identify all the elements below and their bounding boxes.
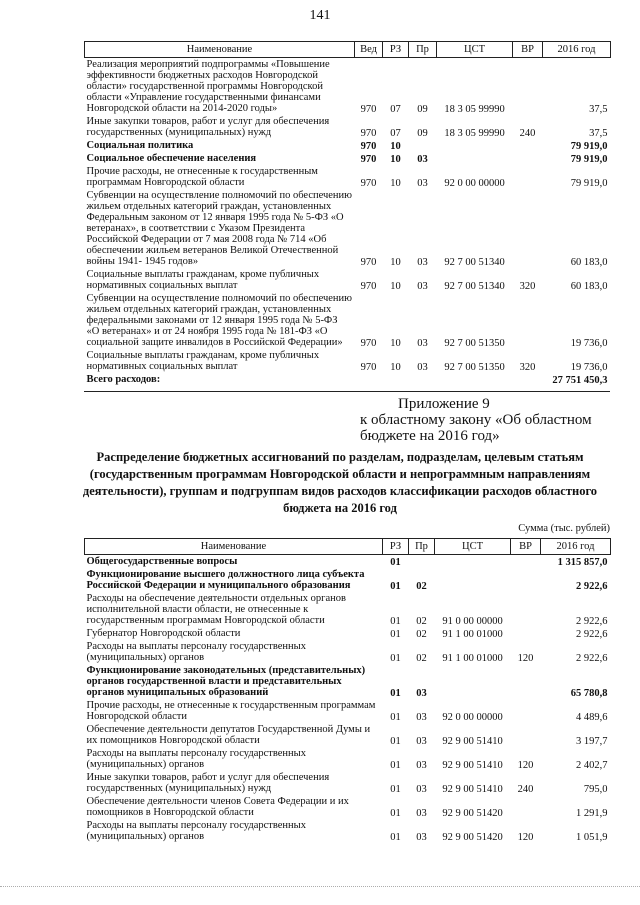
cell-name: Обеспечение деятельности членов Совета Федерации и их помощников в Новгородской области <box>86 796 349 819</box>
table-row <box>85 771 611 795</box>
cell-ved: 970 <box>360 141 377 153</box>
col-header-year: 2016 год <box>543 42 611 58</box>
cell-cst: 92 7 00 51350 <box>444 338 505 350</box>
table1-header-row <box>85 42 611 58</box>
cell-vr <box>513 189 543 268</box>
cell-cst: 92 0 00 00000 <box>444 178 505 190</box>
cell-name: Социальные выплаты гражданам, кроме публичных нормативных социальных выплат <box>86 350 320 373</box>
cell-name: Губернатор Новгородской области <box>86 628 241 640</box>
document-title: Распределение бюджетных ассигнований по разделам, подразделам, целевым статьям (государственным программам Новгородской области и непрограммным направлениям деятельности), группам и подгруппам видов расходов классификации расходов областного бюджета на 2016 год <box>82 450 598 515</box>
cell-cst <box>435 568 511 592</box>
cell-cst: 92 7 00 51350 <box>444 362 505 374</box>
cell-rz: 01 <box>390 653 401 665</box>
cell-ved: 970 <box>360 154 377 166</box>
cell-vr <box>511 795 541 819</box>
cell-pr: 02 <box>416 653 427 665</box>
cell-pr: 03 <box>417 178 428 190</box>
table-row <box>85 640 611 664</box>
cell-sum: 60 183,0 <box>570 257 608 269</box>
table-row <box>85 165 611 189</box>
table-row <box>85 819 611 843</box>
cell-vr <box>513 152 543 165</box>
cell-rz: 01 <box>390 832 401 844</box>
col-header-name: Наименование <box>85 539 383 555</box>
table-row <box>85 152 611 165</box>
cell-sum: 2 922,6 <box>576 629 608 641</box>
cell-cst: 92 7 00 51340 <box>444 257 505 269</box>
cell-cst: 91 0 00 00000 <box>442 616 503 628</box>
cell-rz: 07 <box>390 128 401 140</box>
cell-pr: 09 <box>417 104 428 116</box>
cell-pr: 03 <box>416 760 427 772</box>
cell-ved: 970 <box>360 281 377 293</box>
cell-name: Расходы на выплаты персоналу государственных (муниципальных) органов <box>86 820 306 843</box>
table-row <box>85 115 611 139</box>
cell-pr: 03 <box>416 712 427 724</box>
cell-pr: 03 <box>417 281 428 293</box>
table-row <box>85 723 611 747</box>
cell-ved: 970 <box>360 338 377 350</box>
cell-sum: 79 919,0 <box>570 178 608 190</box>
cell-cst: 92 0 00 00000 <box>442 712 503 724</box>
cell-sum: 79 919,0 <box>570 154 608 166</box>
cell-name: Общегосударственные вопросы <box>86 556 238 567</box>
cell-vr <box>513 292 543 349</box>
cell-vr: 320 <box>519 362 536 374</box>
cell-sum: 3 197,7 <box>576 736 608 748</box>
cell-pr <box>409 373 437 386</box>
cell-sum: 1 051,9 <box>576 832 608 844</box>
cell-vr <box>513 58 543 116</box>
cell-ved: 970 <box>360 178 377 190</box>
page-number: 141 <box>309 8 331 23</box>
cell-pr: 03 <box>416 784 427 796</box>
cell-name: Социальное обеспечение населения <box>86 153 257 165</box>
cell-cst: 92 7 00 51340 <box>444 281 505 293</box>
allocation-table <box>84 538 611 843</box>
units-label: Сумма (тыс. рублей) <box>518 523 610 534</box>
cell-cst: 92 9 00 51420 <box>442 832 503 844</box>
table-row <box>85 664 611 699</box>
expenses-table-continued <box>84 41 611 386</box>
cell-vr: 120 <box>517 653 534 665</box>
cell-name: Иные закупки товаров, работ и услуг для обеспечения государственных (муниципальных) нужд <box>86 116 330 139</box>
table-row <box>85 592 611 627</box>
cell-name: Функционирование высшего должностного лица субъекта Российской Федерации и муниципального образования <box>86 569 365 592</box>
cell-sum: 1 315 857,0 <box>557 557 608 568</box>
cell-pr: 02 <box>416 616 427 628</box>
table-row <box>85 568 611 592</box>
cell-rz: 10 <box>390 154 401 166</box>
cell-pr: 02 <box>416 581 427 593</box>
cell-cst <box>437 373 513 386</box>
cell-sum: 795,0 <box>583 784 608 796</box>
cell-name: Расходы на выплаты персоналу государственных (муниципальных) органов <box>86 748 306 771</box>
cell-vr: 240 <box>519 128 536 140</box>
col-header-rz: РЗ <box>383 42 409 58</box>
cell-rz: 01 <box>390 736 401 748</box>
cell-rz: 01 <box>390 688 401 700</box>
cell-rz: 01 <box>390 712 401 724</box>
cell-rz: 01 <box>390 557 401 568</box>
cell-name: Социальная политика <box>86 140 194 152</box>
cell-cst: 92 9 00 51410 <box>442 784 503 796</box>
appendix-line-1: Приложение 9 <box>398 396 490 412</box>
cell-vr <box>511 555 541 569</box>
cell-name: Функционирование законодательных (представительных) органов государственной власти и представительных органов муниципальных образований <box>86 665 366 699</box>
cell-sum: 65 780,8 <box>570 688 608 700</box>
cell-sum: 1 291,9 <box>576 808 608 820</box>
cell-pr: 03 <box>417 154 428 166</box>
cell-cst: 92 9 00 51410 <box>442 736 503 748</box>
col-header-rz: РЗ <box>383 539 409 555</box>
table-row <box>85 268 611 292</box>
cell-vr <box>511 699 541 723</box>
cell-sum: 2 922,6 <box>576 653 608 665</box>
cell-ved <box>355 373 383 386</box>
cell-rz: 01 <box>390 808 401 820</box>
table1-bottom-rule <box>84 391 610 392</box>
col-header-cst: ЦСТ <box>435 539 511 555</box>
cell-vr <box>511 592 541 627</box>
cell-sum: 79 919,0 <box>570 141 608 153</box>
scan-edge-artifact <box>0 886 640 893</box>
cell-rz <box>383 373 409 386</box>
cell-ved: 970 <box>360 128 377 140</box>
cell-vr <box>511 627 541 640</box>
cell-pr: 03 <box>417 257 428 269</box>
cell-cst: 91 1 00 01000 <box>442 653 503 665</box>
cell-cst <box>437 139 513 152</box>
col-header-pr: Пр <box>409 42 437 58</box>
cell-name: Расходы на обеспечение деятельности отдельных органов исполнительной власти области, не отнесенные к государственным программам Новгородской области <box>86 593 346 627</box>
cell-pr: 02 <box>416 629 427 641</box>
cell-vr <box>513 373 543 386</box>
cell-vr: 120 <box>517 832 534 844</box>
cell-rz: 10 <box>390 257 401 269</box>
cell-pr: 03 <box>416 736 427 748</box>
cell-name: Субвенции на осуществление полномочий по обеспечению жильем отдельных категорий граждан, установленных федеральными законами от 12 января 1995 года № 5-ФЗ «О ветеранах» и от 24 ноября 1995 года № 181-ФЗ «О социальной защите инвалидов в Российской Федерации» <box>86 293 353 349</box>
cell-name: Прочие расходы, не отнесенные к государственным программам Новгородской области <box>86 700 376 723</box>
table-row <box>85 627 611 640</box>
cell-vr <box>513 165 543 189</box>
cell-vr <box>511 723 541 747</box>
cell-vr: 240 <box>517 784 534 796</box>
cell-rz: 10 <box>390 141 401 153</box>
cell-pr: 03 <box>416 688 427 700</box>
cell-cst: 91 1 00 01000 <box>442 629 503 641</box>
table-row <box>85 58 611 116</box>
cell-rz: 10 <box>390 362 401 374</box>
col-header-vr: ВР <box>511 539 541 555</box>
cell-sum: 4 489,6 <box>576 712 608 724</box>
table-row <box>85 795 611 819</box>
cell-vr: 120 <box>517 760 534 772</box>
table-row <box>85 373 611 386</box>
cell-pr <box>409 555 435 569</box>
table-row <box>85 747 611 771</box>
cell-name: Реализация мероприятий подпрограммы «Повышение эффективности бюджетных расходов Новгородской области» государственной программы Новгородской области «Управление государственными финансами Новгородской области на 2014-2020 годы» <box>86 59 330 115</box>
cell-name: Всего расходов: <box>86 374 161 386</box>
cell-rz: 01 <box>390 581 401 593</box>
cell-pr: 09 <box>417 128 428 140</box>
cell-sum: 2 922,6 <box>576 581 608 593</box>
appendix-line-3: бюджете на 2016 год» <box>360 427 500 444</box>
cell-sum: 2 402,7 <box>576 760 608 772</box>
cell-rz: 10 <box>390 281 401 293</box>
cell-ved: 970 <box>360 362 377 374</box>
table-row <box>85 699 611 723</box>
table-row <box>85 349 611 373</box>
cell-vr: 320 <box>519 281 536 293</box>
cell-vr <box>511 568 541 592</box>
cell-rz: 01 <box>390 760 401 772</box>
col-header-pr: Пр <box>409 539 435 555</box>
cell-cst <box>435 664 511 699</box>
cell-pr: 03 <box>417 362 428 374</box>
cell-rz: 10 <box>390 338 401 350</box>
cell-sum: 2 922,6 <box>576 616 608 628</box>
col-header-vr: ВР <box>513 42 543 58</box>
cell-pr: 03 <box>416 808 427 820</box>
cell-vr <box>513 139 543 152</box>
cell-ved: 970 <box>360 257 377 269</box>
cell-sum: 19 736,0 <box>570 362 608 374</box>
col-header-year: 2016 год <box>541 539 611 555</box>
cell-sum: 37,5 <box>589 128 608 140</box>
cell-cst: 18 3 05 99990 <box>444 104 505 116</box>
cell-sum: 19 736,0 <box>570 338 608 350</box>
cell-name: Субвенции на осуществление полномочий по обеспечению жильем отдельных категорий граждан, установленных Федеральным законом от 12 января 1995 года № 5-ФЗ «О ветеранах», в соответствии с Указом Президента Российской Федерации от 7 мая 2008 года № 714 «Об обеспечении жильем ветеранов Великой Отечественной войны 1941- 1945 годов» <box>86 190 353 268</box>
table-row <box>85 139 611 152</box>
cell-name: Расходы на выплаты персоналу государственных (муниципальных) органов <box>86 641 306 664</box>
table2-header-row <box>85 539 611 555</box>
table-row <box>85 292 611 349</box>
cell-name: Социальные выплаты гражданам, кроме публичных нормативных социальных выплат <box>86 269 320 292</box>
col-header-cst: ЦСТ <box>437 42 513 58</box>
cell-pr: 03 <box>416 832 427 844</box>
cell-pr: 03 <box>417 338 428 350</box>
cell-rz: 01 <box>390 616 401 628</box>
table-row <box>85 555 611 569</box>
cell-sum: 27 751 450,3 <box>552 375 608 387</box>
cell-rz: 01 <box>390 784 401 796</box>
cell-rz: 10 <box>390 178 401 190</box>
col-header-name: Наименование <box>85 42 355 58</box>
cell-rz: 01 <box>390 629 401 641</box>
cell-vr <box>511 664 541 699</box>
appendix-caption <box>360 397 610 444</box>
cell-rz: 07 <box>390 104 401 116</box>
cell-ved: 970 <box>360 104 377 116</box>
cell-cst: 18 3 05 99990 <box>444 128 505 140</box>
cell-cst <box>437 152 513 165</box>
cell-pr <box>409 139 437 152</box>
cell-cst: 92 9 00 51420 <box>442 808 503 820</box>
cell-cst <box>435 555 511 569</box>
cell-cst: 92 9 00 51410 <box>442 760 503 772</box>
cell-sum: 37,5 <box>589 104 608 116</box>
table-row <box>85 189 611 268</box>
cell-name: Обеспечение деятельности депутатов Государственной Думы и их помощников Новгородской области <box>86 724 371 747</box>
cell-name: Прочие расходы, не отнесенные к государственным программам Новгородской области <box>86 166 318 189</box>
appendix-line-2: к областному закону «Об областном <box>360 411 592 428</box>
cell-sum: 60 183,0 <box>570 281 608 293</box>
col-header-ved: Вед <box>355 42 383 58</box>
cell-name: Иные закупки товаров, работ и услуг для обеспечения государственных (муниципальных) нужд <box>86 772 330 795</box>
